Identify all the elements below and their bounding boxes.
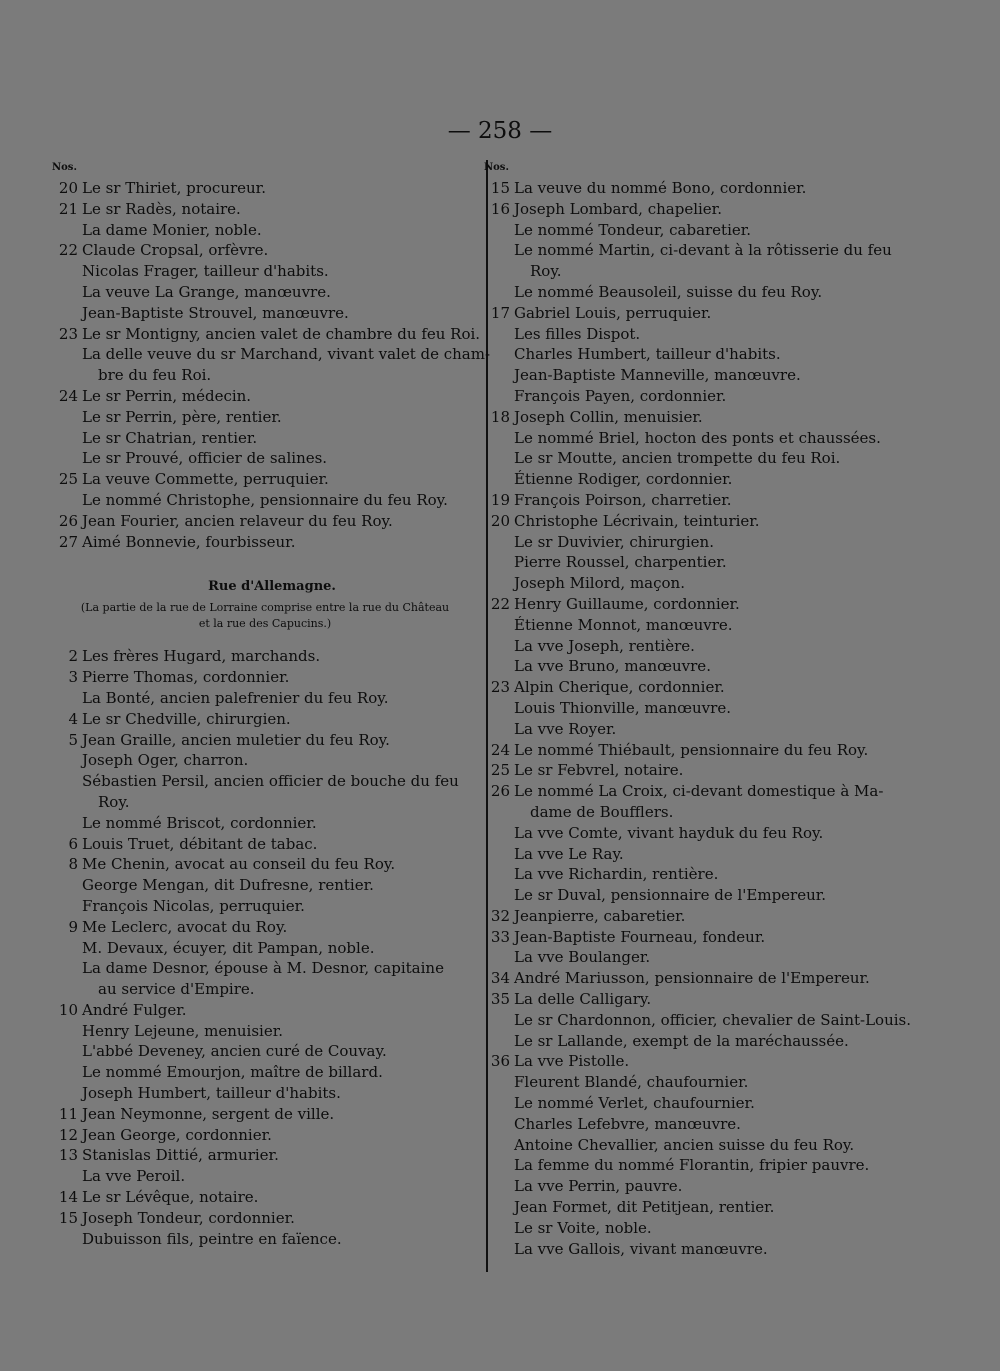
list-entry bbox=[52, 1125, 472, 1146]
list-entry bbox=[52, 709, 472, 730]
resident-entry: L'abbé Deveney, ancien curé de Couvay. bbox=[82, 1042, 387, 1061]
resident-entry: Le nommé Verlet, chaufournier. bbox=[514, 1094, 755, 1113]
resident-entry: Henry Guillaume, cordonnier. bbox=[514, 594, 740, 613]
house-number: 27 bbox=[58, 532, 78, 551]
list-entry bbox=[52, 813, 472, 834]
list-entry bbox=[484, 1176, 914, 1197]
house-number: 4 bbox=[68, 709, 78, 728]
list-entry bbox=[52, 490, 472, 511]
resident-entry: Étienne Rodiger, cordonnier. bbox=[514, 470, 733, 489]
resident-entry: Nicolas Frager, tailleur d'habits. bbox=[82, 262, 329, 281]
resident-entry: La vve Boulanger. bbox=[514, 948, 651, 967]
list-entry bbox=[484, 885, 914, 906]
list-entry bbox=[484, 469, 914, 490]
list-entry bbox=[484, 906, 914, 927]
list-entry bbox=[484, 802, 914, 823]
list-entry bbox=[52, 178, 472, 199]
resident-entry: Le nommé Briel, hocton des ponts et chaussées. bbox=[514, 428, 881, 447]
house-number: 24 bbox=[58, 386, 78, 405]
house-number: 16 bbox=[490, 199, 510, 218]
resident-entry: Jean-Baptiste Fourneau, fondeur. bbox=[514, 927, 766, 946]
resident-entry: Le sr Febvrel, notaire. bbox=[514, 761, 684, 780]
list-entry bbox=[484, 1239, 914, 1260]
resident-entry: Le nommé Emourjon, maître de billard. bbox=[82, 1063, 383, 1082]
resident-entry: Le sr Prouvé, officier de salines. bbox=[82, 449, 328, 468]
resident-entry: Me Chenin, avocat au conseil du feu Roy. bbox=[82, 855, 396, 874]
house-number: 14 bbox=[58, 1188, 78, 1207]
resident-entry: La vve Richardin, rentière. bbox=[514, 865, 719, 884]
house-number: 33 bbox=[490, 927, 510, 946]
list-entry bbox=[52, 688, 472, 709]
list-entry bbox=[484, 927, 914, 948]
list-entry bbox=[484, 1114, 914, 1135]
resident-entry: Jean George, cordonnier. bbox=[82, 1125, 272, 1144]
resident-entry: Jean-Baptiste Manneville, manœuvre. bbox=[514, 366, 801, 385]
resident-entry: Le sr Perrin, médecin. bbox=[82, 386, 252, 405]
list-entry bbox=[484, 344, 914, 365]
resident-entry: Le sr Radès, notaire. bbox=[82, 199, 241, 218]
resident-entry: Charles Lefebvre, manœuvre. bbox=[514, 1114, 741, 1133]
resident-entry: Le sr Chedville, chirurgien. bbox=[82, 709, 291, 728]
resident-entry: Le nommé Briscot, cordonnier. bbox=[82, 813, 317, 832]
house-number: 34 bbox=[490, 969, 510, 988]
resident-entry: André Mariusson, pensionnaire de l'Empereur. bbox=[514, 969, 870, 988]
resident-entry: Joseph Humbert, tailleur d'habits. bbox=[82, 1084, 341, 1103]
house-number: 8 bbox=[68, 855, 78, 874]
resident-entry: Me Leclerc, avocat du Roy. bbox=[82, 917, 288, 936]
list-entry bbox=[52, 344, 491, 365]
resident-entry: La femme du nommé Florantin, fripier pauvre. bbox=[514, 1156, 870, 1175]
resident-entry: Le sr Thiriet, procureur. bbox=[82, 179, 266, 197]
resident-entry: Christophe Lécrivain, teinturier. bbox=[514, 511, 760, 530]
resident-entry: La vve Perrin, pauvre. bbox=[514, 1177, 683, 1196]
list-entry bbox=[52, 834, 472, 855]
list-entry bbox=[484, 1010, 914, 1031]
list-entry bbox=[484, 407, 914, 428]
resident-entry: Louis Thionville, manœuvre. bbox=[514, 698, 731, 717]
list-entry bbox=[52, 469, 472, 490]
resident-entry: Jean Fourier, ancien relaveur du feu Roy. bbox=[82, 511, 393, 530]
house-number: 18 bbox=[490, 407, 510, 426]
list-entry bbox=[52, 303, 472, 324]
resident-entry: La vve Comte, vivant hayduk du feu Roy. bbox=[514, 823, 824, 842]
resident-entry: Le nommé Martin, ci-devant à la rôtisserie du feu bbox=[514, 241, 892, 260]
list-entry bbox=[52, 1104, 472, 1125]
resident-entry: au service d'Empire. bbox=[98, 980, 255, 999]
street-note bbox=[52, 600, 472, 632]
resident-entry: Joseph Lombard, chapelier. bbox=[514, 199, 722, 218]
list-entry bbox=[484, 1155, 914, 1176]
resident-entry: La vve Royer. bbox=[514, 719, 617, 738]
resident-entry: La vve Joseph, rentière. bbox=[514, 636, 695, 655]
list-entry bbox=[484, 365, 914, 386]
list-entry bbox=[484, 511, 914, 532]
resident-entry: Louis Truet, débitant de tabac. bbox=[82, 834, 318, 853]
resident-entry: Joseph Collin, menuisier. bbox=[514, 407, 703, 426]
resident-entry: Le sr Moutte, ancien trompette du feu Roi. bbox=[514, 449, 841, 468]
list-entry bbox=[52, 1187, 472, 1208]
resident-entry: Le nommé Beausoleil, suisse du feu Roy. bbox=[514, 282, 823, 301]
list-entry bbox=[52, 1229, 472, 1250]
resident-entry: Le sr Voite, noble. bbox=[514, 1218, 652, 1237]
list-entry bbox=[484, 760, 914, 781]
resident-entry: Alpin Cherique, cordonnier. bbox=[514, 678, 725, 697]
list-entry bbox=[484, 1031, 914, 1052]
resident-entry: La dame Desnor, épouse à M. Desnor, capitaine bbox=[82, 959, 444, 978]
street-heading: Rue d'Allemagne. bbox=[208, 579, 336, 595]
list-entry bbox=[484, 594, 914, 615]
house-number: 20 bbox=[58, 179, 78, 197]
list-entry bbox=[52, 875, 472, 896]
left-top-list bbox=[52, 178, 491, 552]
resident-entry: Joseph Oger, charron. bbox=[82, 751, 249, 770]
house-number: 17 bbox=[490, 303, 510, 322]
street-note-line: (La partie de la rue de Lorraine comprise entre la rue du Château bbox=[80, 601, 450, 615]
house-number: 9 bbox=[68, 917, 78, 936]
resident-entry: La dame Monier, noble. bbox=[82, 220, 262, 239]
house-number: 6 bbox=[68, 834, 78, 853]
house-number: 36 bbox=[490, 1052, 510, 1071]
house-number: 22 bbox=[58, 241, 78, 260]
list-entry bbox=[484, 428, 914, 449]
right-main-list bbox=[484, 178, 914, 1259]
list-entry bbox=[52, 979, 472, 1000]
list-entry bbox=[52, 1208, 472, 1229]
left-column bbox=[52, 158, 491, 1249]
list-entry bbox=[52, 1166, 472, 1187]
resident-entry: Pierre Roussel, charpentier. bbox=[514, 553, 727, 572]
list-entry bbox=[52, 220, 472, 241]
list-entry bbox=[52, 1062, 472, 1083]
street-note-line: et la rue des Capucins.) bbox=[198, 617, 332, 631]
resident-entry: Henry Lejeune, menuisier. bbox=[82, 1021, 284, 1040]
list-entry bbox=[52, 730, 472, 751]
list-entry bbox=[52, 1083, 472, 1104]
house-number: 25 bbox=[490, 761, 510, 780]
resident-entry: Pierre Thomas, cordonnier. bbox=[82, 668, 290, 687]
resident-entry: Jeanpierre, cabaretier. bbox=[514, 906, 686, 925]
resident-entry: Roy. bbox=[530, 262, 562, 281]
list-entry bbox=[484, 532, 914, 553]
list-entry bbox=[484, 864, 914, 885]
numbers-header: Nos. bbox=[484, 162, 509, 173]
resident-entry: Le nommé Christophe, pensionnaire du feu Roy. bbox=[82, 490, 448, 509]
list-entry bbox=[484, 324, 914, 345]
list-entry bbox=[52, 792, 472, 813]
house-number: 13 bbox=[58, 1146, 78, 1165]
list-entry bbox=[52, 854, 472, 875]
numbers-header: Nos. bbox=[52, 162, 77, 173]
list-entry bbox=[52, 1041, 472, 1062]
house-number: 25 bbox=[58, 470, 78, 489]
list-entry bbox=[484, 947, 914, 968]
resident-entry: Le sr Lévêque, notaire. bbox=[82, 1188, 259, 1207]
resident-entry: Le sr Duvivier, chirurgien. bbox=[514, 532, 714, 551]
house-number: 10 bbox=[58, 1000, 78, 1019]
list-entry bbox=[484, 823, 914, 844]
house-number: 23 bbox=[58, 324, 78, 343]
resident-entry: Le nommé Tondeur, cabaretier. bbox=[514, 220, 752, 239]
list-entry bbox=[484, 552, 914, 573]
list-entry bbox=[484, 698, 914, 719]
list-entry bbox=[52, 750, 472, 771]
list-entry bbox=[52, 511, 472, 532]
list-entry bbox=[52, 1000, 472, 1021]
list-entry bbox=[52, 667, 472, 688]
list-entry bbox=[52, 386, 472, 407]
list-entry bbox=[484, 303, 914, 324]
resident-entry: George Mengan, dit Dufresne, rentier. bbox=[82, 876, 374, 895]
house-number: 26 bbox=[58, 511, 78, 530]
list-entry bbox=[484, 615, 914, 636]
resident-entry: dame de Boufflers. bbox=[530, 802, 674, 821]
list-entry bbox=[484, 1135, 914, 1156]
list-entry bbox=[52, 365, 472, 386]
list-entry bbox=[52, 199, 472, 220]
resident-entry: Claude Cropsal, orfèvre. bbox=[82, 241, 269, 260]
house-number: 19 bbox=[490, 490, 510, 509]
house-number: 35 bbox=[490, 990, 510, 1009]
house-number: 22 bbox=[490, 594, 510, 613]
resident-entry: La veuve La Grange, manœuvre. bbox=[82, 282, 331, 301]
list-entry bbox=[484, 261, 914, 282]
resident-entry: Le sr Chardonnon, officier, chevalier de Saint-Louis. bbox=[514, 1010, 911, 1029]
resident-entry: Le sr Lallande, exempt de la maréchaussée. bbox=[514, 1031, 849, 1050]
list-entry bbox=[52, 1021, 472, 1042]
house-number: 15 bbox=[490, 179, 510, 197]
house-number: 23 bbox=[490, 678, 510, 697]
list-entry bbox=[52, 324, 481, 345]
list-entry bbox=[52, 958, 472, 979]
list-entry bbox=[52, 240, 472, 261]
resident-entry: bre du feu Roi. bbox=[98, 366, 212, 385]
resident-entry: Le nommé Thiébault, pensionnaire du feu Roy. bbox=[514, 740, 869, 759]
resident-entry: La vve Peroil. bbox=[82, 1167, 186, 1186]
house-number: 3 bbox=[68, 668, 78, 687]
list-entry bbox=[52, 448, 472, 469]
list-entry bbox=[52, 261, 472, 282]
house-number: 24 bbox=[490, 740, 510, 759]
list-entry bbox=[484, 844, 914, 865]
list-entry bbox=[484, 740, 914, 761]
house-number: 32 bbox=[490, 906, 510, 925]
list-entry bbox=[484, 1072, 914, 1093]
list-entry bbox=[484, 448, 914, 469]
resident-entry: Jean Graille, ancien muletier du feu Roy. bbox=[82, 730, 390, 749]
list-entry bbox=[484, 220, 914, 241]
list-entry bbox=[52, 428, 472, 449]
resident-entry: Charles Humbert, tailleur d'habits. bbox=[514, 345, 781, 364]
resident-entry: Roy. bbox=[98, 792, 130, 811]
list-entry bbox=[484, 719, 914, 740]
resident-entry: Dubuisson fils, peintre en faïence. bbox=[82, 1229, 342, 1248]
right-column bbox=[484, 158, 914, 1259]
list-entry bbox=[484, 199, 914, 220]
list-entry bbox=[484, 573, 914, 594]
house-number: 11 bbox=[58, 1104, 78, 1123]
house-number: 12 bbox=[58, 1125, 78, 1144]
resident-entry: Jean Neymonne, sergent de ville. bbox=[82, 1104, 335, 1123]
list-entry bbox=[484, 490, 914, 511]
list-entry bbox=[484, 1218, 914, 1239]
list-entry bbox=[484, 282, 914, 303]
resident-entry: François Nicolas, perruquier. bbox=[82, 896, 305, 915]
list-entry bbox=[52, 896, 472, 917]
resident-entry: Le sr Montigny, ancien valet de chambre du feu Roi. bbox=[82, 324, 481, 343]
house-number: 26 bbox=[490, 782, 510, 801]
resident-entry: Antoine Chevallier, ancien suisse du feu Roy. bbox=[514, 1135, 855, 1154]
list-entry bbox=[484, 1051, 914, 1072]
list-entry bbox=[484, 636, 914, 657]
list-entry bbox=[484, 178, 914, 199]
list-entry bbox=[52, 917, 472, 938]
resident-entry: Joseph Milord, maçon. bbox=[514, 574, 685, 593]
list-entry bbox=[52, 938, 472, 959]
house-number: 2 bbox=[68, 647, 78, 666]
resident-entry: Fleurent Blandé, chaufournier. bbox=[514, 1073, 749, 1092]
house-number: 20 bbox=[490, 511, 510, 530]
list-entry bbox=[52, 407, 472, 428]
resident-entry: Étienne Monnot, manœuvre. bbox=[514, 615, 733, 634]
resident-entry: La veuve Commette, perruquier. bbox=[82, 470, 329, 489]
house-number: 5 bbox=[68, 730, 78, 749]
resident-entry: Le sr Perrin, père, rentier. bbox=[82, 407, 282, 426]
resident-entry: François Poirson, charretier. bbox=[514, 490, 732, 509]
resident-entry: Sébastien Persil, ancien officier de bouche du feu bbox=[82, 772, 459, 791]
resident-entry: M. Devaux, écuyer, dit Pampan, noble. bbox=[82, 938, 375, 957]
list-entry bbox=[484, 989, 914, 1010]
resident-entry: Le sr Chatrian, rentier. bbox=[82, 428, 258, 447]
resident-entry: André Fulger. bbox=[82, 1000, 187, 1019]
resident-entry: Aimé Bonnevie, fourbisseur. bbox=[82, 532, 296, 551]
list-entry bbox=[484, 968, 914, 989]
list-entry bbox=[484, 386, 914, 407]
resident-entry: La delle veuve du sr Marchand, vivant valet de cham- bbox=[82, 345, 491, 364]
resident-entry: Les filles Dispot. bbox=[514, 324, 641, 343]
list-entry bbox=[52, 646, 472, 667]
resident-entry: La vve Pistolle. bbox=[514, 1052, 630, 1071]
house-number: 21 bbox=[58, 199, 78, 218]
list-entry bbox=[484, 1093, 914, 1114]
resident-entry: Stanislas Dittié, armurier. bbox=[82, 1146, 279, 1165]
resident-entry: La vve Bruno, manœuvre. bbox=[514, 657, 711, 676]
list-entry bbox=[484, 1197, 914, 1218]
resident-entry: François Payen, cordonnier. bbox=[514, 386, 727, 405]
resident-entry: La vve Gallois, vivant manœuvre. bbox=[514, 1239, 768, 1258]
list-entry bbox=[484, 781, 914, 802]
list-entry bbox=[484, 656, 914, 677]
left-main-list bbox=[52, 646, 472, 1249]
list-entry bbox=[52, 282, 472, 303]
resident-entry: La delle Calligary. bbox=[514, 990, 652, 1009]
list-entry bbox=[52, 1145, 472, 1166]
resident-entry: La veuve du nommé Bono, cordonnier. bbox=[514, 179, 807, 197]
resident-entry: Les frères Hugard, marchands. bbox=[82, 647, 321, 666]
resident-entry: Jean-Baptiste Strouvel, manœuvre. bbox=[82, 303, 349, 322]
list-entry bbox=[484, 677, 914, 698]
page-number: — 258 — bbox=[447, 118, 553, 144]
resident-entry: Joseph Tondeur, cordonnier. bbox=[82, 1208, 295, 1227]
resident-entry: Jean Formet, dit Petitjean, rentier. bbox=[514, 1198, 775, 1217]
resident-entry: La vve Le Ray. bbox=[514, 844, 624, 863]
resident-entry: La Bonté, ancien palefrenier du feu Roy. bbox=[82, 688, 389, 707]
resident-entry: Le nommé La Croix, ci-devant domestique à Ma- bbox=[514, 782, 884, 801]
list-entry bbox=[52, 771, 472, 792]
resident-entry: Le sr Duval, pensionnaire de l'Empereur. bbox=[514, 886, 827, 905]
house-number: 15 bbox=[58, 1208, 78, 1227]
list-entry bbox=[52, 532, 472, 553]
resident-entry: Gabriel Louis, perruquier. bbox=[514, 303, 712, 322]
list-entry bbox=[484, 240, 914, 261]
